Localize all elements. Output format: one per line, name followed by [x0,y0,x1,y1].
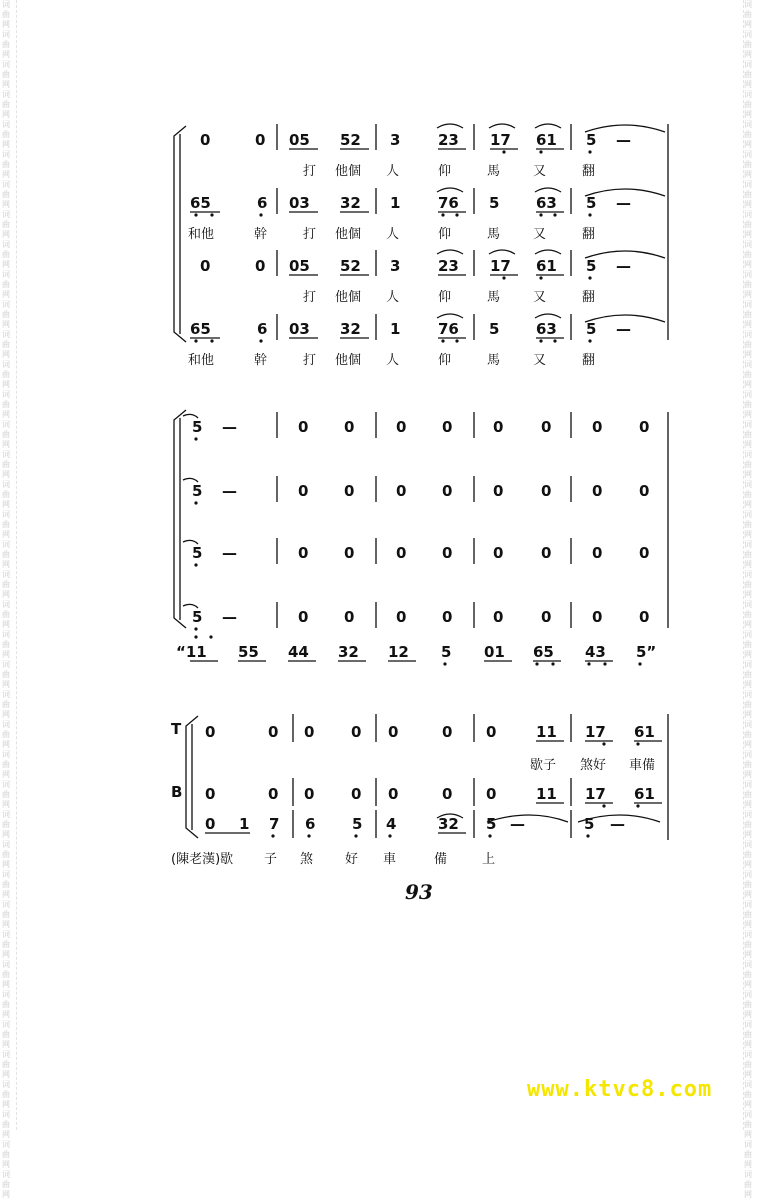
note: 0 [205,723,216,741]
note: 0 [442,544,453,562]
note: 5 [192,544,203,562]
note: 1 [239,815,250,833]
lyric: 馬 [487,227,501,242]
lyric: 又 [533,227,547,242]
note: 03 [289,194,310,212]
note: — [222,482,237,500]
note: 63 [536,320,557,338]
lyric: 車備 [629,758,656,773]
note: 0 [493,482,504,500]
note: 0 [541,482,552,500]
lyric: 打 [303,227,317,242]
note: 0 [396,544,407,562]
note: 5 [192,482,203,500]
note: 0 [298,418,309,436]
note: 4 [386,815,397,833]
note: 0 [344,608,355,626]
note: 0 [541,418,552,436]
note: 3 [390,131,401,149]
site-watermark: www.ktvc8.com [527,1077,713,1102]
note: 17 [490,131,511,149]
note: 61 [536,131,557,149]
note: 0 [298,544,309,562]
lyric: 人 [386,290,400,305]
note: 76 [438,320,459,338]
note: 32 [338,643,359,661]
note: — [616,320,631,338]
note: 5 [586,194,597,212]
note: 43 [585,643,606,661]
note: — [222,418,237,436]
lyric: 他個 [335,227,362,242]
note: 0 [442,785,453,803]
note: 0 [200,257,211,275]
note: 0 [493,418,504,436]
note: 32 [340,194,361,212]
note: 5” [636,643,657,661]
note: 5 [352,815,363,833]
note: 0 [351,723,362,741]
note: 0 [205,785,216,803]
page-number: 93 [405,880,433,904]
note: — [616,194,631,212]
note: 0 [592,482,603,500]
lyric: 人 [386,227,400,242]
lyric: 子 [264,852,278,867]
note: 5 [441,643,452,661]
note: 0 [639,608,650,626]
note: 65 [190,320,211,338]
note: 63 [536,194,557,212]
note: 0 [639,418,650,436]
note: 61 [536,257,557,275]
note: 11 [536,785,557,803]
note: 0 [592,418,603,436]
lyric: 他個 [335,353,362,368]
lyric: 又 [533,164,547,179]
lyric: 煞 [300,852,314,867]
octave-dots [194,150,641,837]
note: 0 [442,608,453,626]
lyric: 他個 [335,290,362,305]
lyric: 他個 [335,164,362,179]
note: 05 [289,131,310,149]
lyric: 仰 [438,164,452,179]
note: 5 [489,320,500,338]
note: — [222,544,237,562]
note: 0 [298,482,309,500]
note: 0 [268,723,279,741]
note: 44 [288,643,309,661]
note: 0 [304,785,315,803]
lyric: 仰 [438,353,452,368]
note: 0 [200,131,211,149]
note: 65 [190,194,211,212]
note: 6 [257,320,268,338]
note: 5 [489,194,500,212]
watermark-text: 词曲网 词曲网 词曲网 词曲网 词曲网 词曲网 词曲网 词曲网 词曲网 词曲网 词曲网 词曲网 词曲网 词曲网 词曲网 词曲网 词曲网 词曲网 词曲网 词曲网 词曲网 词曲网 词曲网 词曲网 词曲网 词曲网 词曲网 词曲网 词曲网 词曲网 词曲网 词曲网 词曲网 词曲网 词曲网 词曲网 词曲网 词曲网 词曲网 词曲网 [2,0,10,1199]
lyric: 仰 [438,227,452,242]
note: 0 [255,131,266,149]
lyric: 翻 [582,353,596,368]
note: 0 [255,257,266,275]
note: 5 [192,418,203,436]
voice-label-t: T [171,720,182,738]
lyric: 好 [345,852,359,867]
lyric: 人 [386,164,400,179]
lyric: 幹 [254,353,268,368]
note: 0 [442,418,453,436]
lyric: 車 [383,852,397,867]
note: 0 [493,608,504,626]
lyric: 備 [434,852,448,867]
note: 61 [634,723,655,741]
lyric: 煞好 [580,758,607,773]
watermark-text: 词曲网 词曲网 词曲网 词曲网 词曲网 词曲网 词曲网 词曲网 词曲网 词曲网 词曲网 词曲网 词曲网 词曲网 词曲网 词曲网 词曲网 词曲网 词曲网 词曲网 词曲网 词曲网 词曲网 词曲网 词曲网 词曲网 词曲网 词曲网 词曲网 词曲网 词曲网 词曲网 词曲网 词曲网 词曲网 词曲网 词曲网 词曲网 词曲网 词曲网 [744,0,752,1199]
note: 0 [304,723,315,741]
note: 52 [340,131,361,149]
note: 0 [388,723,399,741]
note: 0 [396,418,407,436]
note: 55 [238,643,259,661]
lyric: 打 [303,164,317,179]
note: 17 [585,785,606,803]
lyric: 翻 [582,227,596,242]
note: 0 [298,608,309,626]
lyric: 翻 [582,290,596,305]
note: 76 [438,194,459,212]
lyric: 翻 [582,164,596,179]
lyric: (陳老漢)歇 [171,852,234,867]
note: 23 [438,131,459,149]
note: — [616,257,631,275]
note: 0 [344,482,355,500]
note: 0 [486,723,497,741]
note: 0 [442,482,453,500]
note: — [616,131,631,149]
note: 12 [388,643,409,661]
note: 7 [269,815,280,833]
note: 0 [344,544,355,562]
note: 5 [586,320,597,338]
note: 17 [490,257,511,275]
note: 0 [396,482,407,500]
note: 23 [438,257,459,275]
note: 6 [305,815,316,833]
lyric: 馬 [487,290,501,305]
note: 01 [484,643,505,661]
voice-label-b: B [171,783,183,801]
note: 0 [344,418,355,436]
note: 0 [493,544,504,562]
note: 0 [396,608,407,626]
note: 5 [584,815,595,833]
note: 32 [438,815,459,833]
note: 0 [486,785,497,803]
lyric: 幹 [254,227,268,242]
note: 3 [390,257,401,275]
lyric: 打 [303,290,317,305]
note: 1 [390,320,401,338]
note: 5 [486,815,497,833]
note: 0 [388,785,399,803]
lyric: 馬 [487,353,501,368]
note: 5 [192,608,203,626]
note: 11 [536,723,557,741]
note: 65 [533,643,554,661]
note: 1 [390,194,401,212]
lyric: 仰 [438,290,452,305]
note: 0 [639,544,650,562]
note: 17 [585,723,606,741]
note: 0 [442,723,453,741]
note: 6 [257,194,268,212]
note: 0 [205,815,216,833]
note: 0 [541,544,552,562]
note: 03 [289,320,310,338]
note: 5 [586,131,597,149]
note: 0 [268,785,279,803]
lyric: 和他 [188,353,215,368]
note: 05 [289,257,310,275]
note: 5 [586,257,597,275]
note: — [510,815,525,833]
note: 0 [541,608,552,626]
lyric: 上 [482,852,496,867]
note: 0 [351,785,362,803]
lyric: 人 [386,353,400,368]
note: 32 [340,320,361,338]
note: 0 [592,608,603,626]
lyric: 打 [303,353,317,368]
note: — [222,608,237,626]
note: 0 [639,482,650,500]
lyric: 馬 [487,164,501,179]
lyric: 歇子 [530,758,557,773]
note: 61 [634,785,655,803]
note: 52 [340,257,361,275]
lyric: 又 [533,290,547,305]
note: 0 [592,544,603,562]
lyric: 和他 [188,227,215,242]
note: — [610,815,625,833]
note: “11 [176,643,207,661]
lyric: 又 [533,353,547,368]
